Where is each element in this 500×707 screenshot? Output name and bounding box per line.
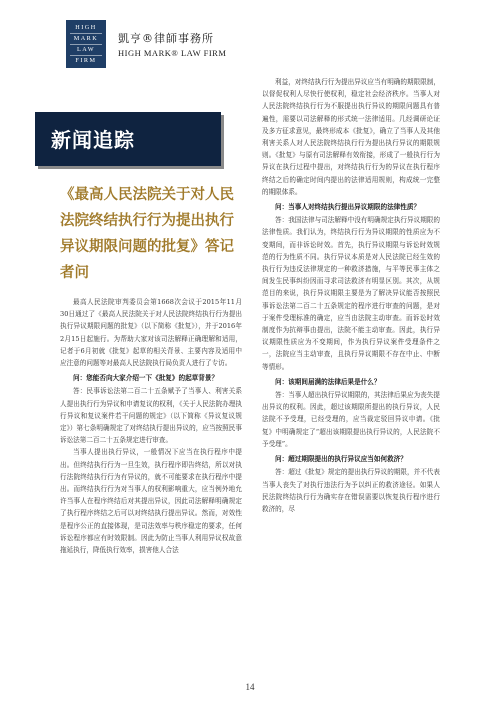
body-paragraph: 答：当事人超出执行异议期限的，其法律后果应为丧失提出异议的权利。因此，超过该期限所提出的执行异议，人民法院不予受理，已经受理的，应当裁定驳回异议申请。《批复》中明确规定了“超出该期限提出执行异议的，人民法院不予受理”。 [262, 391, 440, 448]
body-paragraph: 最高人民法院审判委员会第1668次会议于2015年11月30日通过了《最高人民法院关于对人民法院终结执行行为提出执行异议期限问题的批复》（以下简称《批复》），并于2016年2月15日起施行。为帮助大家对该司法解释正确理解和适用，记者于6月初就《批复》起草的相关背景、主要内容及适用中应注意的问题等对最高人民法院执行局负责人进行了专访。 [60, 298, 242, 368]
question-heading: 问：该期间届满的法律后果是什么？ [275, 377, 381, 386]
section-banner [35, 112, 221, 166]
article-title: 《最高人民法院关于对人民法院终结执行行为提出执行异议期限问题的批复》答记者问 [60, 187, 234, 281]
firm-name-cn: 凱亨®律師事務所 [118, 32, 214, 45]
logo-line: HIGH [70, 23, 102, 34]
body-paragraph: 答：民事诉讼法第二百二十五条赋予了当事人、利害关系人提出执行行为异议和申请复议的权利，《关于人民法院办理执行异议和复议案件若干问题的规定》（以下简称《异议复议规定》）第七条明确规定了对终结执行提出异议的，应当按照民事诉讼法第二百二十五条规定进行审查。 [60, 387, 242, 445]
body-paragraph: 利益，对终结执行行为提出异议应当有明确的期限限制，以督促权利人尽快行使权利，稳定社会经济秩序。当事人对人民法院终结执行行为不服提出执行异议的期限问题具有普遍性，需要以司法解释的形式统一法律适用。几经调研论证及多方征求意见，最终形成本《批复》，确立了当事人及其他利害关系人对人民法院终结执行行为提出执行异议的期限规则。《批复》与原有司法解释有效衔接，形成了一般执行行为异议在执行过程中提出，对终结执行行为的异议在执行程序终结之后的确定时间内提出的法律适用规则，构成统一完整的期限体系。 [262, 78, 440, 196]
question-heading: 问：超过期限提出的执行异议应当如何救济？ [275, 455, 407, 464]
section-title: 新闻追踪 [51, 128, 135, 152]
logo-line: LAW [70, 45, 102, 56]
question-heading: 问：您能否向大家介绍一下《批复》的起草背景？ [73, 374, 219, 383]
body-paragraph: 当事人提出执行异议，一般情况下应当在执行程序中提出。但终结执行行为一旦生效，执行程序即告终结，所以对执行法院终结执行行为有异议的，就不可能要求在执行程序中提出。而终结执行行为对当事人的权利影响重大，应当例外地允许当事人在程序终结后对其提出异议，因此司法解释明确规定了执行程序终结之后可以对终结执行提出异议。然而，对效性是程序公正的直接体现，是司法效率与秩序稳定的要求，任何诉讼程序都应有时效限制。因此为防止当事人利用异议权故意拖延执行，降低执行效率，损害他人合法 [60, 448, 242, 555]
right-column [262, 76, 440, 515]
firm-logo [66, 20, 106, 68]
question-heading: 问：当事人对终结执行提出异议期限的法律性质？ [275, 203, 421, 212]
body-paragraph: 答：超过《批复》规定的提出执行异议的期限，并不代表当事人丧失了对执行违法行为予以纠正的救济途径。如果人民法院终结执行行为确实存在错误需要以恢复执行程序进行救济的，尽 [262, 468, 440, 513]
logo-line: FIRM [75, 57, 97, 64]
firm-name-en: HIGH MARK® LAW FIRM [118, 48, 227, 58]
page-number: 14 [245, 682, 255, 692]
left-column [60, 296, 242, 556]
logo-line: MARK [70, 34, 102, 45]
body-paragraph: 答：我国法律与司法解释中没有明确规定执行异议期限的法律性质。我们认为，终结执行行为异议期限的性质应为不变期间，而非诉讼时效。首先，执行异议期限与诉讼时效规范的行为性质不同。执行异议本质是对人民法院已经生效的执行行为违反法律规定的一种救济措施，与平等民事主体之间发生民事纠纷因而寻求司法救济有明显区别。其次，从规范目的来说，执行异议期限主要是为了解决异议能否按照民事诉讼法第二百二十五条规定的程序进行审查的问题，是对于案件受理标准的确定，应当由法院主动审查。而诉讼时效制度作为抗辩事由提出，法院不能主动审查。因此，执行异议期限性质应为不变期间，作为执行异议案件受理条件之一，法院应当主动审查，且执行异议期限不存在中止、中断等情形。 [262, 216, 440, 371]
